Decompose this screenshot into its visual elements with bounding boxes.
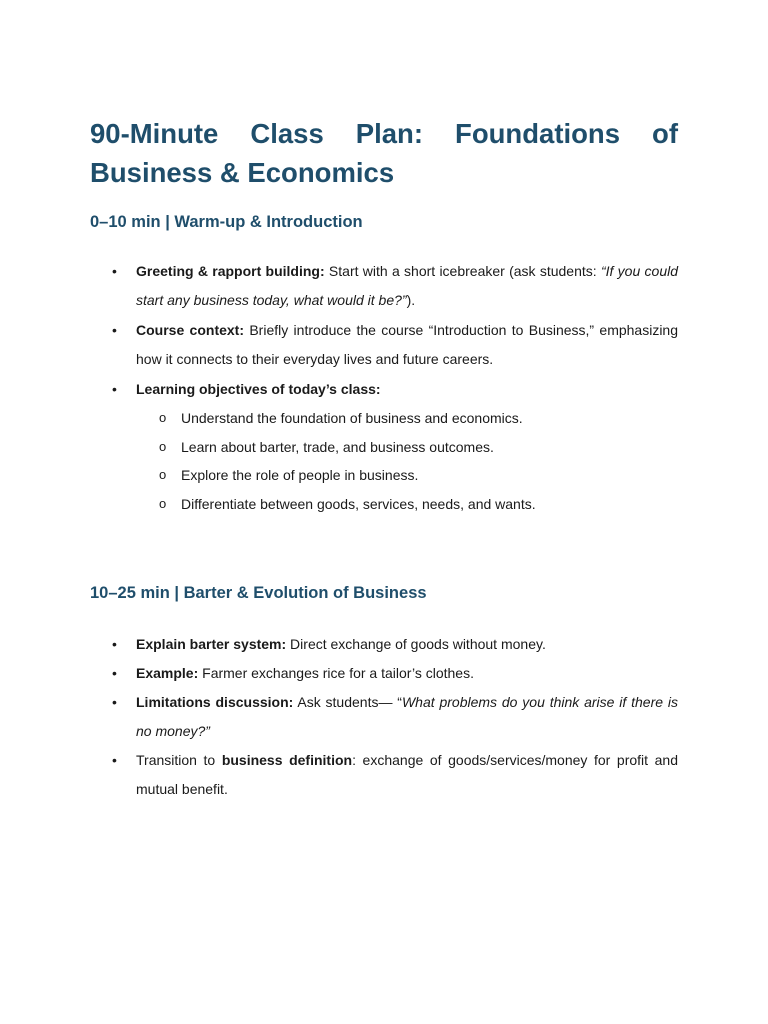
item-label: business definition	[221, 752, 353, 768]
sub-list-item: o Learn about barter, trade, and business outcomes.	[136, 433, 678, 462]
barter-list	[90, 630, 678, 804]
sub-list-item: o Understand the foundation of business and economics.	[136, 404, 678, 433]
objectives-sublist	[136, 404, 678, 519]
item-label: Limitations discussion:	[136, 694, 294, 710]
list-item	[90, 630, 678, 659]
sub-list-item: o Explore the role of people in business.	[136, 461, 678, 490]
item-text: : exchange of goods/services/money for profit and mutual benefit.	[136, 752, 678, 797]
item-quote: “If you could start any business today, what would it be?”	[136, 263, 679, 308]
title-line-2: Business & Economics	[90, 157, 395, 188]
item-text: Farmer exchanges rice for a tailor’s clothes.	[198, 665, 474, 681]
warmup-list	[90, 257, 678, 519]
item-text: Direct exchange of goods without money.	[286, 636, 546, 652]
list-item	[90, 375, 678, 519]
sub-list-item: o Differentiate between goods, services, needs, and wants.	[136, 490, 678, 519]
item-label: Example:	[136, 665, 199, 681]
item-text: Start with a short icebreaker (ask students:	[324, 263, 601, 279]
title-line-1: 90-Minute Class Plan: Foundations of	[90, 118, 678, 149]
list-item	[90, 257, 678, 315]
section-heading-barter: 10–25 min | Barter & Evolution of Business	[90, 584, 427, 602]
item-text-start: Transition to	[136, 752, 222, 768]
item-label: Course context:	[136, 322, 245, 338]
item-text-end: ).	[406, 292, 416, 308]
list-item	[90, 659, 678, 688]
item-label: Greeting & rapport building:	[136, 263, 325, 279]
item-quote: What problems do you think arise if there is no money?”	[136, 694, 678, 739]
item-text: Briefly introduce the course “Introduction to Business,” emphasizing how it connects to their everyday lives and future careers.	[136, 322, 679, 367]
list-item	[90, 746, 678, 804]
section-heading-warmup: 0–10 min | Warm-up & Introduction	[90, 213, 363, 231]
item-label: Learning objectives of today’s class:	[136, 381, 381, 397]
list-item	[90, 688, 678, 746]
item-text: Ask students— “	[293, 694, 402, 710]
page-title	[90, 114, 678, 192]
list-item	[90, 316, 678, 374]
item-label: Explain barter system:	[136, 636, 287, 652]
